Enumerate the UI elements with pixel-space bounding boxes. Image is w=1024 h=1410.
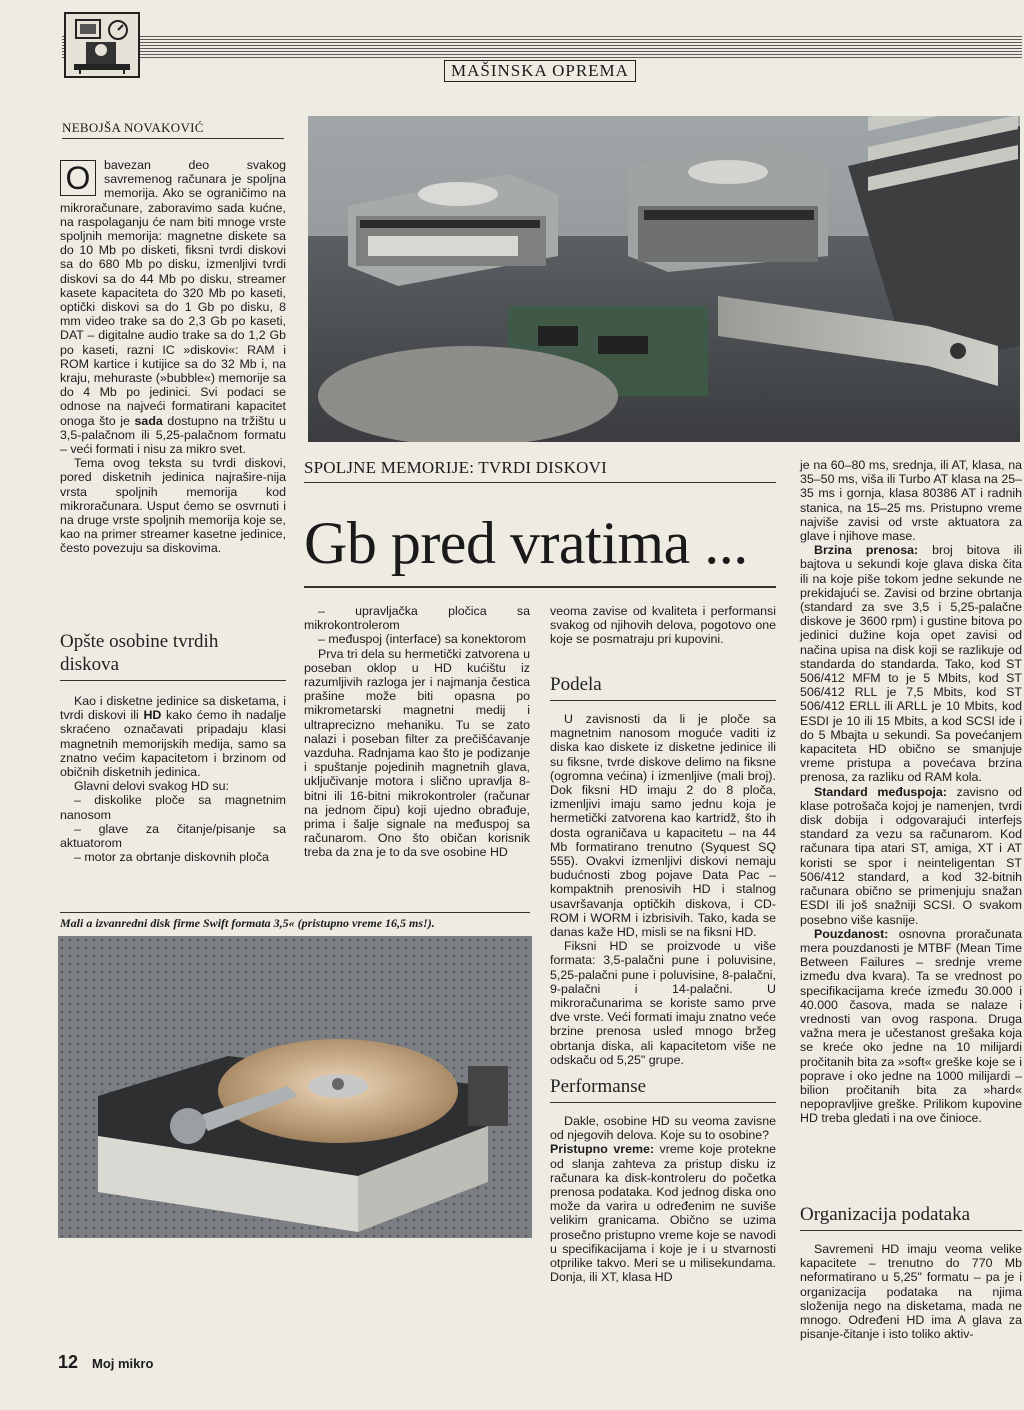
- author-rule: [62, 138, 284, 139]
- col3-paragraph-1: veoma zavise od kvaliteta i performansi svakog od njihovih delova, pogotovo one koje se posmatraju pri kupovini.: [550, 604, 776, 647]
- para3-text-b: kako ćemo ih nadalje skraćeno označavati pripadaju klasi magnetnih memorijskih medija, samo sa znatno većim kapacitetom i brzinom od običnih disketnih jedinica.: [60, 708, 286, 780]
- intro-text-b: dostupno na tržištu u 3,5-palačnom ili 5,25-palačnom formatu – veći formati i nisu za mikro svet.: [60, 413, 287, 457]
- heading-general-properties: Opšte osobine tvrdih diskova: [60, 631, 219, 675]
- column-2: [304, 604, 530, 860]
- col3-paragraph-2: U zavisnosti da li je ploče sa magnetnim nanosom moguće vaditi iz diska kao diskete iz disketne jedinice ili su fiksne, tvrde diskove delimo na fiksne (ogromna većina) i izmenljive (mali broj). Dok fiksni HD imaju 2 do 8 ploča, izmenljivi imaju samo jednu koja je hermetički zatvorena kao kartridž, što ih dosta ograničava u kapacitetu – na 44 Mb formatirano trenutno (Syquest SQ 555). Ovakvi izmenljivi diskovi nemaju budućnosti zbog pojave Data Pac – kompaktnih prenosivih HD i stalnog usavršavanja optičkih diskova, i CD-ROM i WORM i izbrisivih. Tako, kada se danas kaže HD, misli se na fiksni HD.: [550, 712, 776, 940]
- col4-paragraph-4: [800, 927, 1022, 1126]
- col3-paragraph-5: [550, 1142, 776, 1284]
- heading-rule-1: [60, 680, 286, 681]
- intro-bold: sada: [134, 413, 163, 428]
- col3-paragraph-3: Fiksni HD se proizvode u više formata: 3,5-palačni pune i poluvisine, 5,25-palačni pune i poluvisine, 8-palačni, 9-palačni i 14-palačni. U mikroračunarima se koriste samo prve dve vrste. Veći formati imaju znatno veće brzine prenosa usled mnogo bržeg obrtanja diska, ali kapacitetom više ne odskaču od 5,25" grupe.: [550, 939, 776, 1067]
- hero-photo-drives: [308, 116, 1020, 442]
- list-item-1: – diskolike ploče sa magnetnim nanosom: [60, 793, 286, 822]
- col4-text-3: zavisno od klase potrošača kojoj je namenjen, tvrdi disk dobija i odgovarajući interfejs standard za vezu sa računarom. Kod računara tipa atari ST, amiga, XT i AT koristi se spor i neinteligentan ST 506/412 standard, a kod 32-bitnih računara obično se primenjuju snažan ESDI ili još snažniji SCSI. O svakom posebno više kasnije.: [800, 784, 1022, 927]
- column-4: [800, 458, 1022, 1126]
- col3-paragraph-4: Dakle, osobine HD su veoma zavisne od njegovih delova. Koje su to osobine?: [550, 1114, 776, 1143]
- article-title: Gb pred vratima ...: [304, 510, 748, 576]
- heading-performanse: Performanse: [550, 1076, 647, 1097]
- column-1: [60, 158, 286, 556]
- col4-text-2: broj bitova ili bajtova u sekundi koje glava diska čita ili na koje piše tokom jedne sekunde ne prekidajući se. Zavisi od brzine obrtanja (standard za sve 3,5 i 5,25-palačne diskove je 3600 rpm) i gustine bitova po jedinici dužine koja opet zavisi od načina upisa na disk koji se razlikuje od standarda do standarda. Tako, kod ST 506/412 MFM to je 5 Mbits, kod ST 506/412 RLL je 7,5 Mbits, kod ST 506/412 ERLL ili ARLL je 10 Mbits, kod ESDI je 10 ili 15 Mbits, a kod SCSI ide i do 5 Mbajta u sekundi. Sa povećanjem kapaciteta HD obično se smanjuje vreme pristupa a povećava brzina prenosa, za razliku od RAM kola.: [800, 543, 1022, 785]
- list-item-2: – glave za čitanje/pisanje sa aktuatorom: [60, 821, 286, 851]
- col4-paragraph-1: je na 60–80 ms, srednja, ili AT, klasa, na 35–50 ms, viša ili Turbo AT klasa na 25–35 ms i gornja, klasa 80386 AT i radnih stanica, na 15–25 ms. Pristupno vreme najviše zavisi od vrste aktuatora za glave i njihove mase.: [800, 458, 1022, 544]
- header-bar: [62, 36, 1022, 58]
- photo-caption: Mali a izvanredni disk firme Swift formata 3,5« (pristupno vreme 16,5 ms!).: [60, 916, 435, 930]
- column-3-mid: [550, 712, 776, 1067]
- page-number: 12: [58, 1352, 79, 1372]
- col2-paragraph: Prva tri dela su hermetički zatvorena u poseban oklop u HD kućištu iz razumljivih razloga jer i najmanja čestica prašine može biti opasna po mikrometarski magnetni medij i ultraprecizno mehaniku. Tu se zato nalazi i poseban filter za prečišćavanje vazduha. Radnjama kao što je podizanje i spuštanje pojedinih magnetnih glava, uključivanje motora i slično upravlja 8-bitni ili 16-bitni mikrokontroler (računar na jednom čipu) koji ujedno obrađuje, prima i šalje signale na međuspoj sa računarom. Ono što običan korisnik treba da zna je to da sve osobine HD: [304, 646, 530, 860]
- intro-text-a: bavezan deo svakog savremenog računara je spoljna memorija. Ako se ograničimo na mikroračunare, zaboravimo sada kućne, na raspolaganju će nam biti mnoge vrste spoljnih memorija: magnetne diskete sa do 10 Mb po disketi, fiksni tvrdi diskovi sa do 680 Mb po disku, izmenljivi tvrdi diskovi sa do 44 Mb po disku, streamer kasete kapaciteta do 320 Mb po kaseti, optički diskovi sa do 1 Gb po disku, 8 mm video trake sa do 2,3 Gb po kaseti, DAT – digitalne audio trake sa do 1,2 Gb po kaseti, razni IC »diskovi«: RAM i ROM kartice i kutijice sa do 32 Mb i, na kraju, mehuraste (»bubble«) memorije sa do 4 Mb po jedinici. Svi podaci se odnose na najveći formatirani kapacitet onoga što je: [60, 158, 286, 428]
- para3-text-a: Kao i disketne jedinice sa disketama, i tvrdi diskovi ili: [60, 694, 286, 723]
- col4-paragraph-3: [800, 785, 1022, 927]
- article-kicker: SPOLJNE MEMORIJE: TVRDI DISKOVI: [304, 458, 607, 477]
- author-name: NEBOJŠA NOVAKOVIĆ: [62, 120, 204, 135]
- drop-cap: O: [60, 160, 96, 196]
- kicker-rule: [304, 482, 776, 483]
- heading-podela: Podela: [550, 674, 602, 695]
- column-3-lower: [550, 1114, 776, 1284]
- column-1-lower: [60, 694, 286, 864]
- col4-paragraph-2: [800, 543, 1022, 784]
- para5-bold: Pristupno vreme:: [550, 1142, 654, 1157]
- heading-organizacija: Organizacija podataka: [800, 1204, 971, 1225]
- heading-rule-4: [800, 1230, 1022, 1231]
- computer-cartoon-icon: [66, 14, 138, 76]
- col4-text-4: osnovna proračunata mera pouzdanosti je MTBF (Mean Time Between Failures – srednje vreme između dva kvara). Ta se vrednost po specifikacijama kreće između 30.000 i 40.000 časova, mada se nalaze i vrednosti van ovog raspona. Druga važna mera je učestanost grešaka koja se kreće oko jedne na 10 milijardi pročitanih bita za »soft« greške koje se i popravе i oko jedne na 1000 milijardi – bilion pročitanih bita za »hard« nepopravljive greške. Prilikom kupovine HD treba gledati i na ove činioce.: [800, 926, 1022, 1126]
- paragraph-2: Tema ovog teksta su tvrdi diskovi, pored disketnih jedinica najrašire-nija vrsta spoljnih memorija kod mikroračunara. Usput ćemo se osvrnuti i na druge vrste spoljnih memorija koje se, kao na primer streamer kasetne jedinice, često povezuju sa diskovima.: [60, 456, 286, 556]
- list-item-5: – međuspoj (interface) sa konektorom: [318, 632, 526, 647]
- section-logo: [64, 12, 140, 78]
- col4-bold-3: Pouzdanost:: [814, 926, 889, 941]
- paragraph-4: Glavni delovi svakog HD su:: [74, 779, 229, 794]
- col4-paragraph-5: Savremeni HD imaju veoma velike kapacitete – trenutno do 770 Mb neformatirano u 5,25" formatu – pa je i organizacija podataka na njima složenija nego na disketama, mada ne mnogo. Određeni HD ima A glava za pisanje-čitanje i isto toliko aktiv-: [800, 1242, 1022, 1342]
- title-rule: [304, 586, 776, 588]
- heading-rule-3: [550, 1102, 776, 1103]
- magazine-name: Moj mikro: [92, 1356, 154, 1371]
- section-label: MAŠINSKA OPREMA: [444, 60, 636, 82]
- swift-disk-photo: [58, 936, 532, 1238]
- col4-bold-2: Standard međuspoja:: [814, 784, 947, 799]
- heading-rule-2: [550, 700, 776, 701]
- list-item-3: – motor za obrtanje diskovnih ploča: [74, 850, 269, 865]
- para5-text: vreme koje protekne od slanja zahteva za pristup disku iz računara ka disk-kontroleru do početka prenosa podataka. Kod jednog diska ono može da varira u određenim ne suviše velikim granicama. Obično se uzima prosečno pristupno vreme koje se navodi u specifikacijama i koje je i u stvarnosti otprilike takvo. Meri se u milisekundama. Donja, ili XT, klasa HD: [550, 1142, 776, 1285]
- column-3: [550, 604, 776, 647]
- list-item-4: – upravljačka pločica sa mikrokontrolerom: [304, 604, 530, 633]
- intro-paragraph: [60, 158, 286, 456]
- paragraph-3: [60, 694, 286, 779]
- column-4-lower: [800, 1242, 1022, 1341]
- para3-bold: HD: [143, 708, 162, 723]
- col4-bold-1: Brzina prenosa:: [814, 543, 919, 558]
- caption-rule: [60, 912, 530, 913]
